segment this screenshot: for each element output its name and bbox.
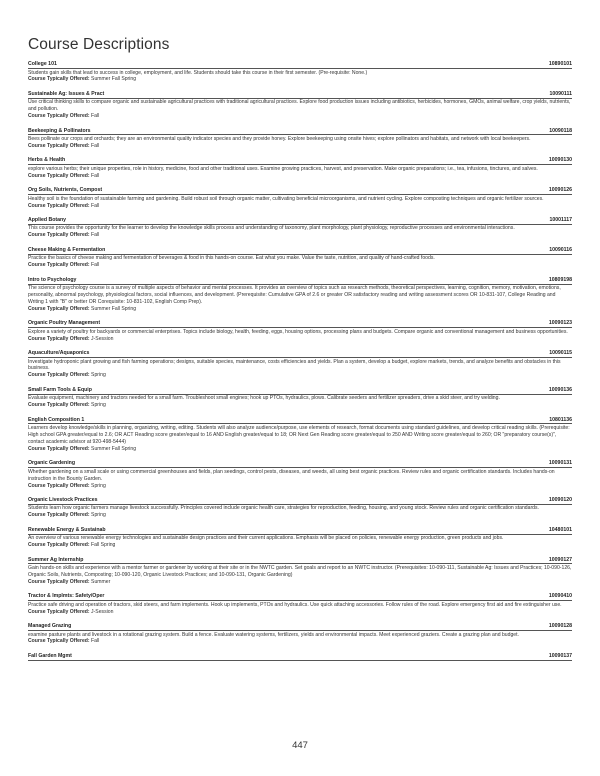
course-name: Tractor & Implmts: Safety/Oper — [28, 593, 105, 600]
course-description: This course provides the opportunity for the learner to develop the knowledge skills process and understanding of taxonomy, plant morphology, plant physiology, reproductive processes and environmental interactions. — [28, 225, 515, 232]
offered-terms: Spring — [91, 482, 106, 489]
course-header — [28, 128, 572, 136]
course-description: Learners develop knowledge/skills in planning, organizing, writing, editing. Students will also analyze audience/purpose, use elements of research, format documents using standard guidelines, and develop critical reading skills. (Prerequisite: High school GPA greater/equal to 2.6; OR ACT Reading score greater/equal to 16 AND English greater/equal to 18; OR Next Gen Reading score greater/equal to 250 AND Writing score greater/equal to 260; OR "preparatory course(s)", contact academic advisor at 920-498-5444) — [28, 425, 570, 445]
offered-label: Course Typically Offered: — [28, 232, 90, 239]
course-entry-10090116 — [28, 247, 572, 269]
offered-terms: Fall — [91, 202, 100, 209]
course-name: Applied Botany — [28, 216, 67, 223]
course-name: Organic Gardening — [28, 460, 75, 467]
course-entry-10890101 — [28, 61, 572, 83]
course-entry-10090137 — [28, 653, 572, 661]
course-description: The science of psychology course is a survey of multiple aspects of behavior and mental processes. It provides an overview of topics such as research methods, theoretical perspectives, learning, cognition, memory, motivation, emotions, personality, abnormal psychology, physiological factors, social influences, and development. (Prerequisite: Cumulative GPA of 2.6 or greater OR satisfactory reading and writing assessment scores OR 10-831-107, College Reading and Writing 1 with "B" or better OR Corequisite: 10-831-102, English Comp Prep). — [28, 285, 561, 305]
course-code: 10090111 — [549, 90, 572, 97]
offered-terms: Fall — [91, 142, 100, 149]
course-code: 10090115 — [549, 350, 572, 357]
offered-label: Course Typically Offered: — [28, 335, 90, 342]
course-code: 10090130 — [548, 157, 572, 164]
course-entry-10090115 — [28, 350, 572, 379]
course-header — [28, 61, 572, 69]
offered-label: Course Typically Offered: — [28, 512, 90, 519]
offered-label: Course Typically Offered: — [28, 482, 90, 489]
course-header — [28, 417, 572, 425]
course-offered — [28, 232, 572, 239]
offered-label: Course Typically Offered: — [28, 202, 90, 209]
course-description: Healthy soil is the foundation of sustainable farming and gardening. Build robust soil through organic matter, cultivating beneficial microorganisms, and nutrient cycling. Explore composting techniques and organic fertilizer sources. — [28, 195, 544, 202]
course-offered — [28, 512, 572, 519]
course-offered — [28, 446, 572, 453]
offered-terms: Summer — [91, 578, 111, 585]
course-entry-10801136 — [28, 417, 572, 453]
offered-label: Course Typically Offered: — [28, 578, 90, 585]
course-offered — [28, 483, 572, 490]
offered-terms: Spring — [91, 512, 106, 519]
course-header — [28, 320, 572, 328]
course-entry-10090111 — [28, 91, 572, 120]
course-name: Organic Livestock Practices — [28, 496, 98, 503]
course-entry-10090410 — [28, 593, 572, 615]
offered-label: Course Typically Offered: — [28, 372, 90, 379]
course-code: 10890101 — [548, 61, 572, 67]
offered-terms: Spring — [91, 372, 106, 379]
course-offered — [28, 76, 572, 83]
course-name: Fall Garden Mgmt — [28, 652, 72, 659]
course-offered — [28, 203, 572, 210]
offered-terms: Summer Fall Spring — [91, 76, 137, 83]
offered-terms: Spring — [91, 402, 106, 409]
course-code: 10090136 — [548, 386, 572, 393]
offered-label: Course Typically Offered: — [28, 445, 90, 452]
page-title: Course Descriptions — [28, 36, 170, 53]
course-entry-10090127 — [28, 557, 572, 586]
course-code: 10001117 — [549, 216, 572, 223]
course-header — [28, 593, 572, 601]
offered-label: Course Typically Offered: — [28, 113, 90, 120]
course-offered — [28, 402, 572, 409]
course-offered — [28, 638, 572, 645]
offered-label: Course Typically Offered: — [28, 402, 90, 409]
course-code: 10801136 — [549, 416, 572, 423]
course-header — [28, 247, 572, 255]
course-header — [28, 460, 572, 468]
course-offered — [28, 173, 572, 180]
course-header — [28, 157, 572, 165]
course-description: examine pasture plants and livestock in a rotational grazing system. Build a fence. Evaluate watering systems, fertilizers, yields and environmental impacts. Meet experienced graziers. Create a grazing plan and budget. — [28, 631, 519, 638]
course-name: Org Soils, Nutrients, Compost — [28, 187, 103, 194]
course-description: Whether gardening on a small scale or using commercial greenhouses and fields, plan seedings, control pests, diseases, and weeds, all using best organic practices. Review rules and organic certification standards. Includes hands-on instruction in the Bounty Garden. — [28, 468, 555, 482]
course-name: Beekeeping & Pollinators — [28, 127, 91, 134]
course-entry-10090120 — [28, 497, 572, 519]
course-name: Small Farm Tools & Equip — [28, 386, 92, 393]
offered-terms: J-Session — [91, 335, 114, 342]
offered-terms: Fall — [91, 113, 100, 120]
course-description: Practice safe driving and operation of tractors, skid steers, and farm implements. Hook up implements, PTOs and hydraulics. Use quick attaching accessories. Follow rules of the road. Explore emergency first aid and fire extinguisher use. — [28, 601, 562, 608]
course-offered — [28, 542, 572, 549]
course-code: 10090410 — [548, 593, 572, 600]
course-entry-10090131 — [28, 460, 572, 489]
course-name: Sustainable Ag: Issues & Pract — [28, 90, 105, 97]
course-entry-10090118 — [28, 128, 572, 150]
offered-terms: Summer Fall Spring — [91, 305, 137, 312]
course-description: Explore a variety of poultry for backyards or commercial enterprises. Topics include biology, health, feeding, eggs, housing options, processing plans and budgets. Compare organic and conventional management and business opportunities. — [28, 328, 568, 335]
offered-label: Course Typically Offered: — [28, 172, 90, 179]
course-page — [28, 36, 572, 668]
course-offered — [28, 306, 572, 313]
offered-label: Course Typically Offered: — [28, 542, 90, 549]
course-header — [28, 623, 572, 631]
course-code: 10090120 — [548, 496, 572, 503]
offered-label: Course Typically Offered: — [28, 305, 90, 312]
offered-label: Course Typically Offered: — [28, 76, 90, 83]
course-entry-10090130 — [28, 157, 572, 179]
course-offered — [28, 579, 572, 586]
offered-terms: J-Session — [91, 608, 114, 615]
course-name: Intro to Psychology — [28, 276, 77, 283]
course-code: 10090116 — [549, 246, 572, 253]
offered-label: Course Typically Offered: — [28, 142, 90, 149]
offered-label: Course Typically Offered: — [28, 608, 90, 615]
course-description: Investigate hydroponic plant growing and fish farming operations; designs, suitable species, maintenance, costs efficiencies and yields. Plan a system, develop a budget, explore markets, trends, and analyze benefits and obstacles in this business. — [28, 358, 561, 372]
course-header — [28, 217, 572, 225]
course-description: Students learn how organic farmers manage livestock successfully. Principles covered include organic health care, strategies for reproduction, feeding, housing, and young stock. Review rules and organic certification standards. — [28, 505, 539, 512]
course-name: Organic Poultry Management — [28, 320, 101, 327]
course-header — [28, 387, 572, 395]
course-offered — [28, 336, 572, 343]
course-code: 10090118 — [549, 127, 572, 134]
course-description: Gain hands-on skills and experience with a mentor farmer or gardener by working at their site or in the NWTC garden. Set goals and report to an NWTC instructor. (Prerequisites: 10-090-111, Sustainable Ag: Issues and Practices; 10-090-126, Organic Soils, Nutrients, Composting; 10-090-120, Organic Livestock Practices; and 10-090-131, Organic Gardening) — [28, 565, 572, 578]
course-code: 10480101 — [548, 526, 572, 533]
course-offered — [28, 113, 572, 120]
course-name: Managed Grazing — [28, 623, 72, 630]
course-offered — [28, 609, 572, 616]
course-header — [28, 91, 572, 99]
offered-terms: Fall — [91, 172, 100, 179]
offered-terms: Fall — [91, 232, 100, 239]
course-name: Aquaculture/Aquaponics — [28, 350, 90, 357]
course-name: Herbs & Health — [28, 157, 66, 164]
course-entry-10809198 — [28, 277, 572, 313]
course-name: English Composition 1 — [28, 416, 85, 423]
offered-terms: Fall — [91, 638, 100, 645]
course-name: College 101 — [28, 61, 57, 67]
course-offered — [28, 372, 572, 379]
course-name: Summer Ag Internship — [28, 556, 84, 563]
course-list — [28, 61, 572, 661]
course-description: An overview of various renewable energy technologies and sustainable design practices and their current applications. Emphasis will be placed on policies, renewable energy production, green products and jobs. — [28, 535, 504, 542]
course-description: Use critical thinking skills to compare organic and sustainable agricultural practices with traditional agricultural practices. Explore food production issues including antibiotics, herbicides, hormones, GMOs, animal welfare, crop yields, nutrients, and pollution. — [28, 99, 571, 113]
course-header — [28, 653, 572, 661]
course-description: Practice the basics of cheese making and fermentation of beverages & food in this hands-on course. Eat what you make. Value the taste, nutrition, and quality of hand-crafted foods. — [28, 255, 435, 262]
course-entry-10090123 — [28, 320, 572, 342]
course-header — [28, 497, 572, 505]
course-header — [28, 557, 572, 565]
course-code: 10809198 — [548, 276, 572, 283]
course-code: 10090126 — [548, 187, 572, 194]
course-description: explore various herbs; their unique properties, role in history, medicine, food and other traditional uses. Examine growing practices, harvest, and preservation. Make organic preparations; i.e., tea, infusions, tinctures, and salves. — [28, 165, 538, 172]
course-entry-10001117 — [28, 217, 572, 239]
course-offered — [28, 143, 572, 150]
course-header — [28, 350, 572, 358]
page-number: 447 — [292, 740, 308, 751]
course-description: Evaluate equipment, machinery and tractors needed for a small farm. Troubleshoot small engines; hook up PTOs, hydraulics, plows. Calibrate seeders and fertilizer spreaders, drive a skid steer, and try welding. — [28, 395, 500, 402]
course-entry-10090136 — [28, 387, 572, 409]
course-code: 10090137 — [548, 652, 572, 659]
offered-terms: Summer Fall Spring — [91, 445, 137, 452]
offered-label: Course Typically Offered: — [28, 262, 90, 269]
course-header — [28, 527, 572, 535]
course-code: 10090123 — [548, 320, 572, 327]
course-entry-10090126 — [28, 187, 572, 209]
course-offered — [28, 262, 572, 269]
offered-terms: Fall Spring — [91, 542, 116, 549]
course-name: Cheese Making & Fermentation — [28, 246, 106, 253]
course-description: Students gain skills that lead to success in college, employment, and life. Students should take this course in their first semester. (Pre-requisite: None.) — [28, 69, 368, 76]
course-code: 10090131 — [548, 460, 572, 467]
offered-label: Course Typically Offered: — [28, 638, 90, 645]
course-code: 10090128 — [548, 623, 572, 630]
offered-terms: Fall — [91, 262, 100, 269]
course-header — [28, 187, 572, 195]
course-name: Renewable Energy & Sustainab — [28, 526, 106, 533]
course-header — [28, 277, 572, 285]
course-entry-10090128 — [28, 623, 572, 645]
course-description: Bees pollinate our crops and orchards; they are an environmental quality indicator species and they provide honey. Explore beekeeping using onsite hives; explore pollinators and habitats, and network with local beekeepers. — [28, 136, 531, 143]
course-code: 10090127 — [548, 556, 572, 563]
course-entry-10480101 — [28, 527, 572, 549]
